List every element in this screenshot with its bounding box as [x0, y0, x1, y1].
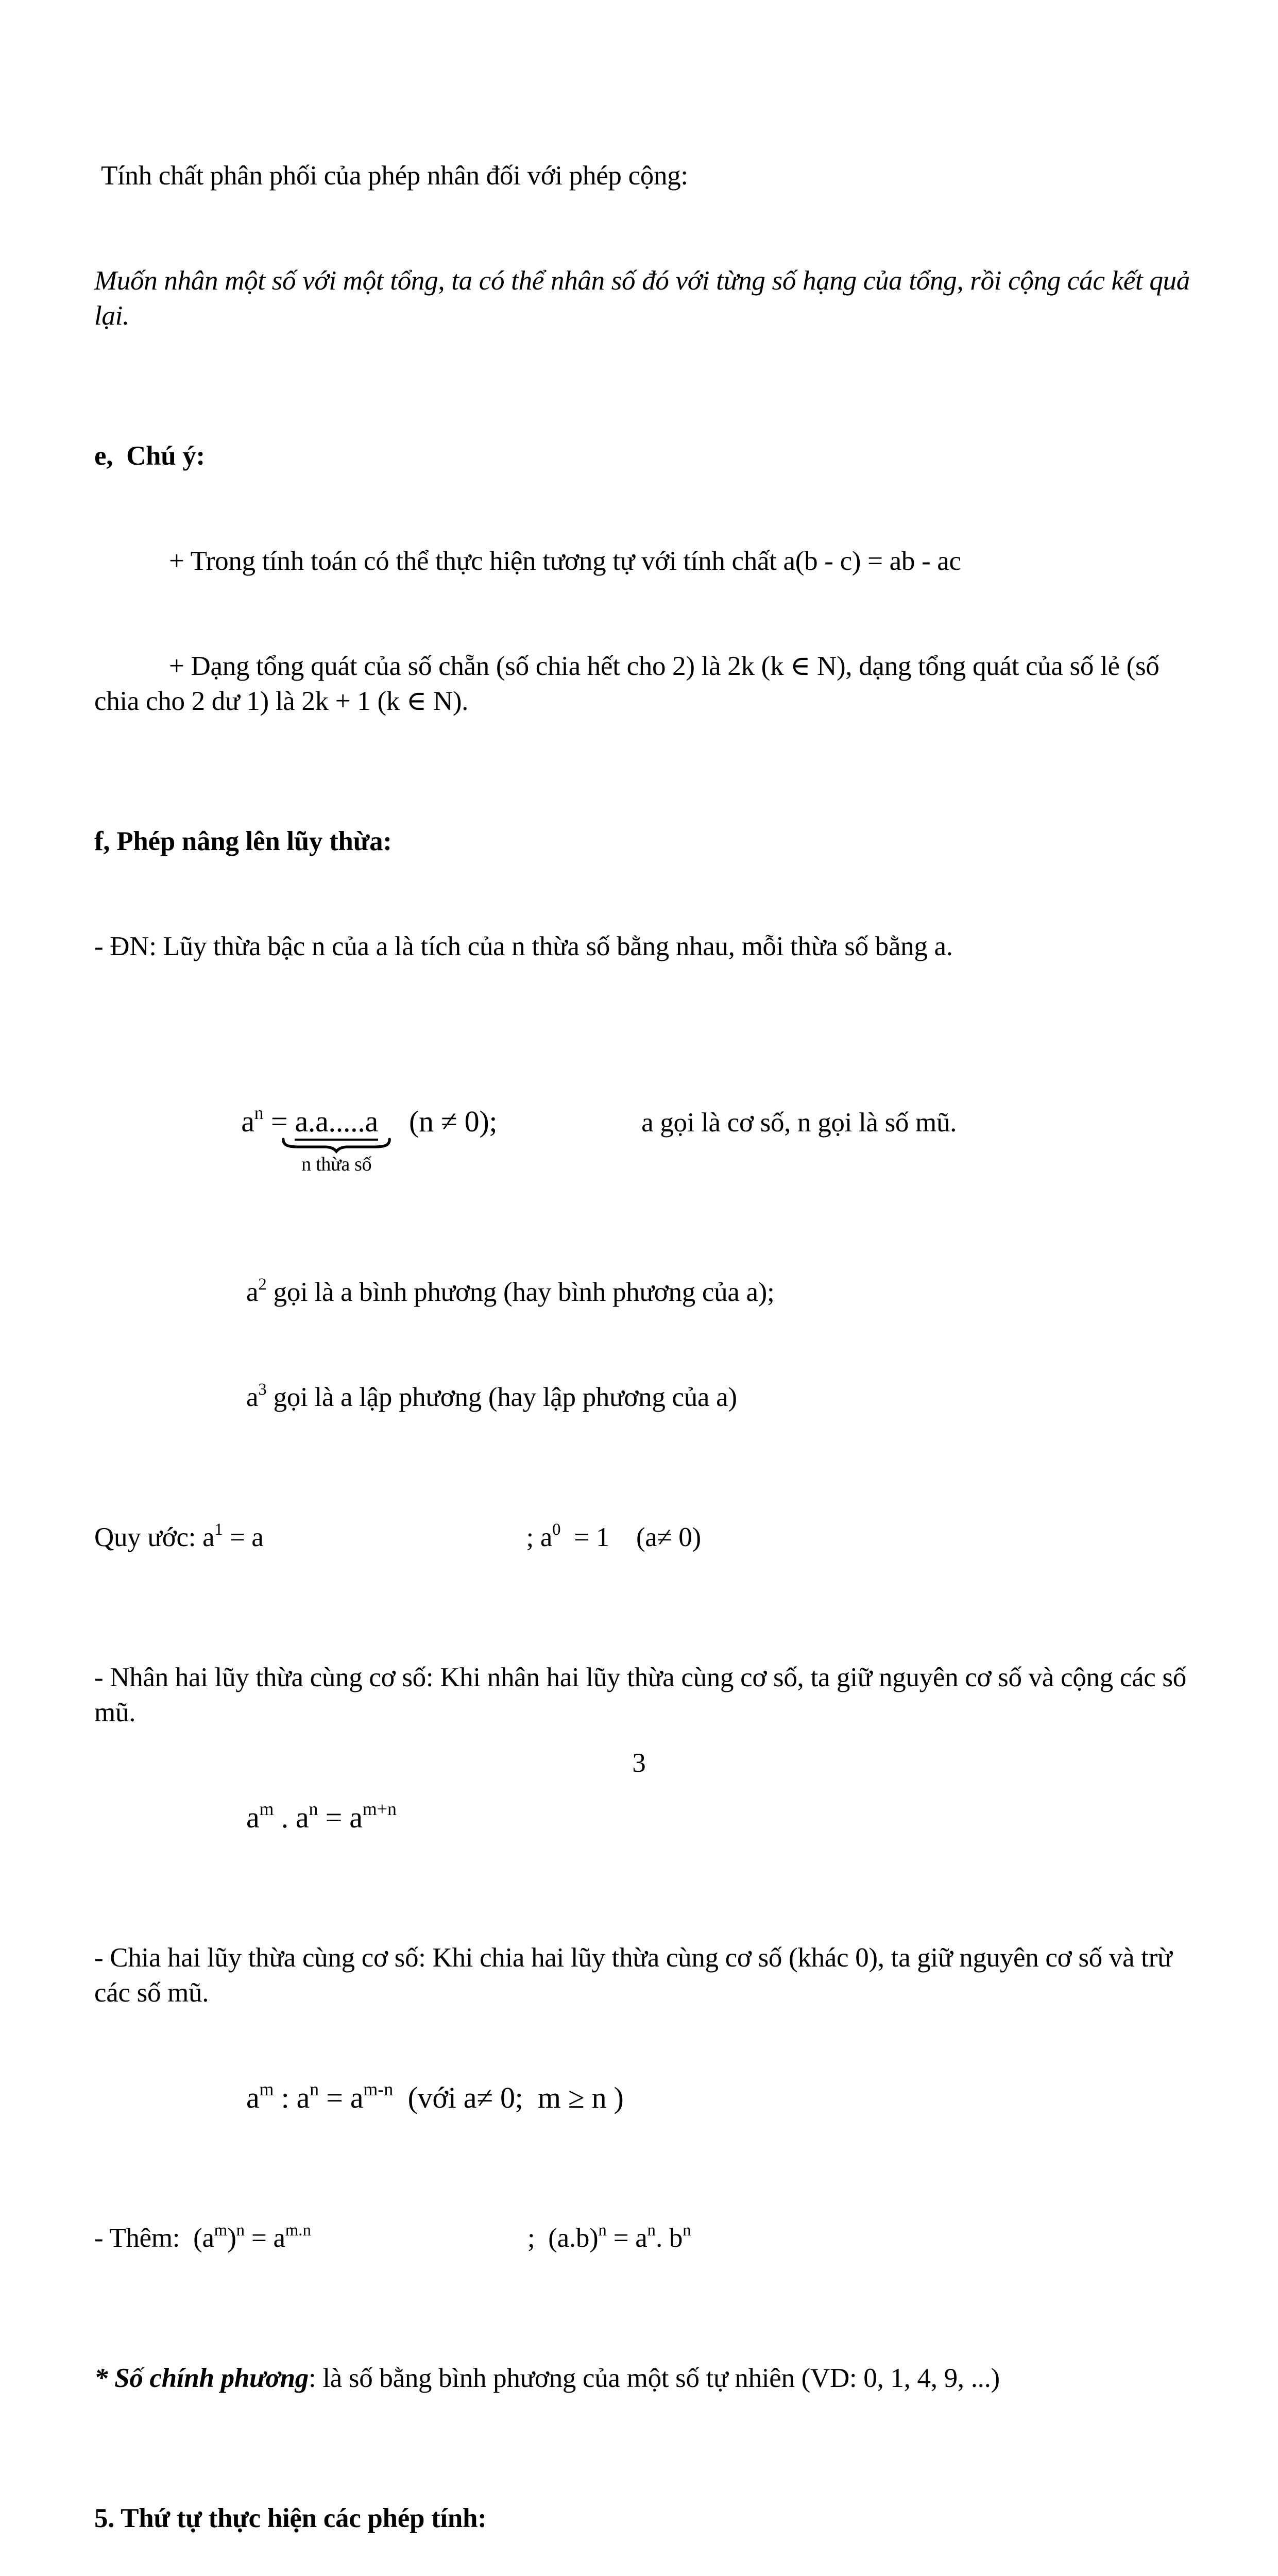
extra-p2: )	[227, 2223, 236, 2253]
extra-exp5: n	[647, 2221, 656, 2240]
extra-exp6: n	[683, 2221, 691, 2240]
df-exp1: m	[259, 2078, 274, 2099]
heading-f: f, Phép nâng lên lũy thừa:	[94, 826, 392, 856]
extra-second: ; (a.b)	[527, 2223, 599, 2253]
perfect-square-term: * Số chính phương	[94, 2363, 309, 2393]
mf-base3: = a	[318, 1801, 363, 1834]
power-formula	[94, 1069, 1203, 1175]
convention-lead: Quy ước: a	[94, 1522, 215, 1552]
formula-equals: =	[263, 1105, 295, 1138]
df-base1: a	[246, 2081, 260, 2114]
formula-note: a gọi là cơ số, n gọi là số mũ.	[641, 1108, 957, 1138]
formula-base: a	[241, 1105, 254, 1138]
mf-exp3: m+n	[362, 1798, 397, 1819]
divide-rule-text: - Chia hai lũy thừa cùng cơ số: Khi chia hai lũy thừa cùng cơ số (khác 0), ta giữ nguyên cơ số và trừ các số mũ.	[94, 1943, 1179, 2008]
cube-base: a	[246, 1382, 259, 1412]
convention-line	[94, 1520, 1203, 1555]
note-e-item-2: + Dạng tổng quát của số chẵn (số chia hết cho 2) là 2k (k ∈ N), dạng tổng quát của số lẻ (số chia cho 2 dư 1) là 2k + 1 (k ∈ N).	[94, 651, 1166, 716]
power-definition-text: - ĐN: Lũy thừa bậc n của a là tích của n thừa số bằng nhau, mỗi thừa số bằng a.	[94, 931, 953, 961]
underbrace-icon	[281, 1138, 392, 1153]
underbrace-label: n thừa số	[301, 1154, 372, 1175]
cube-exponent: 3	[258, 1380, 267, 1399]
page-number: 3	[632, 1748, 646, 1778]
multiply-formula	[94, 1800, 1203, 1835]
extra-p6: . b	[655, 2223, 683, 2253]
square-line	[94, 1275, 1203, 1310]
divide-formula	[94, 2080, 1203, 2115]
cube-text: gọi là a lập phương (hay lập phương của a)	[266, 1382, 737, 1412]
square-text: gọi là a bình phương (hay bình phương của a);	[266, 1277, 775, 1307]
mf-exp2: n	[309, 1798, 318, 1819]
df-base3: = a	[319, 2081, 364, 2114]
cube-line	[94, 1380, 1203, 1415]
note-e-item-1: + Trong tính toán có thể thực hiện tương tự với tính chất a(b - c) = ab - ac	[169, 546, 961, 576]
mf-base1: a	[246, 1801, 260, 1834]
df-exp2: n	[310, 2078, 319, 2099]
heading-5: 5. Thứ tự thực hiện các phép tính:	[94, 2503, 487, 2533]
intro-italic-rule: Muốn nhân một số với một tổng, ta có thể nhân số đó với từng số hạng của tổng, rồi cộng các kết quả lại.	[94, 266, 1197, 331]
mf-exp1: m	[259, 1798, 274, 1819]
mf-base2: . a	[274, 1801, 309, 1834]
df-base2: : a	[274, 2081, 310, 2114]
formula-exponent: n	[254, 1102, 264, 1123]
extra-exp2: n	[236, 2221, 245, 2240]
df-condition: (với a≠ 0; m ≥ n )	[393, 2081, 624, 2114]
square-base: a	[246, 1277, 259, 1307]
extra-p5: = a	[606, 2223, 647, 2253]
convention-mid: = a	[223, 1522, 264, 1552]
intro-title: Tính chất phân phối của phép nhân đối với phép cộng:	[94, 161, 688, 191]
square-exponent: 2	[258, 1275, 267, 1294]
perfect-square-text: : là số bằng bình phương của một số tự nhiên (VD: 0, 1, 4, 9, ...)	[308, 2363, 1000, 2393]
convention-second: ; a	[526, 1522, 553, 1552]
formula-condition: (n ≠ 0);	[408, 1105, 498, 1138]
convention-tail: = 1 (a≠ 0)	[560, 1522, 701, 1552]
formula-expansion: a.a.....a	[295, 1105, 378, 1141]
extra-exp4: n	[598, 2221, 607, 2240]
underbrace-group	[295, 1104, 378, 1175]
extra-exp1: m	[214, 2221, 228, 2240]
extra-lead: - Thêm: (a	[94, 2223, 214, 2253]
document-content	[94, 53, 1203, 2576]
extra-exp3: m.n	[285, 2221, 311, 2240]
df-exp3: m-n	[363, 2078, 394, 2099]
perfect-square-line	[94, 2361, 1203, 2396]
extra-p3: = a	[245, 2223, 285, 2253]
heading-e: e, Chú ý:	[94, 441, 205, 471]
extra-rule-line	[94, 2221, 1203, 2256]
convention-exp2: 0	[552, 1520, 561, 1539]
multiply-rule-text: - Nhân hai lũy thừa cùng cơ số: Khi nhân hai lũy thừa cùng cơ số, ta giữ nguyên cơ số và cộng các số mũ.	[94, 1663, 1193, 1727]
convention-exp1: 1	[214, 1520, 223, 1539]
